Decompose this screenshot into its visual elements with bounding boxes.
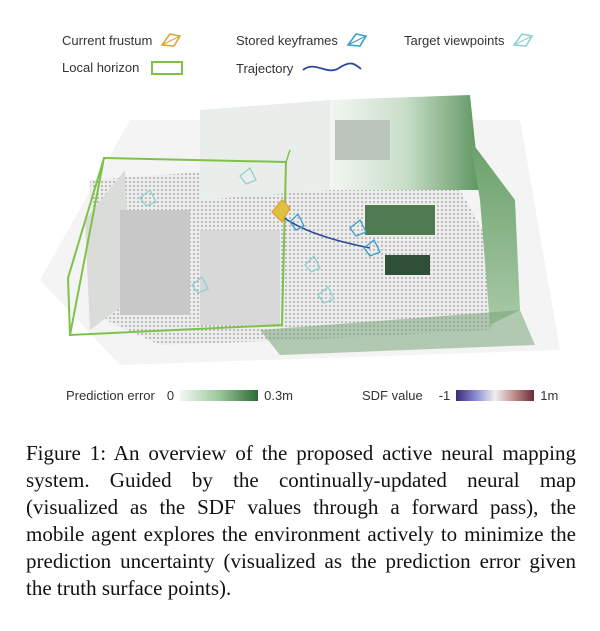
legend-trajectory-label: Trajectory <box>236 60 294 76</box>
legend-current-frustum <box>62 32 182 48</box>
sdf-value-max: 1m <box>540 388 559 403</box>
legend-current-frustum-label: Current frustum <box>62 32 153 48</box>
sdf-value-gradient <box>456 390 534 401</box>
cabinet <box>120 210 190 315</box>
sdf-value-label: SDF value <box>362 388 423 403</box>
frustum-icon <box>160 32 182 48</box>
back-wall-left <box>200 100 330 200</box>
legend-target-viewpoints <box>404 32 534 48</box>
legend-stored-keyframes-label: Stored keyframes <box>236 32 338 48</box>
legend-local-horizon-label: Local horizon <box>62 60 140 75</box>
target-viewpoint-icon <box>512 32 534 48</box>
prediction-error-min: 0 <box>166 388 175 403</box>
table <box>385 255 430 275</box>
bed <box>335 120 390 160</box>
keyframe-icon <box>346 32 368 48</box>
sdf-value-bar <box>362 388 558 403</box>
figure-caption: Figure 1: An overview of the proposed active neural mapping system. Guided by the continually-updated neural map (visualized as the SDF values through a forward pass), the mobile agent explores the environment actively to minimize the prediction uncertainty (visualized as the prediction error given the truth surface points). <box>26 441 576 600</box>
prediction-error-max: 0.3m <box>264 388 294 403</box>
legend-local-horizon <box>62 60 183 75</box>
legend-stored-keyframes <box>236 32 368 48</box>
horizon-box-icon <box>151 61 183 75</box>
kitchen-counter <box>200 230 280 325</box>
legend-target-viewpoints-label: Target viewpoints <box>404 32 505 48</box>
trajectory-line-icon <box>301 60 363 76</box>
sofa <box>365 205 435 235</box>
legend-trajectory <box>236 60 363 76</box>
sdf-value-min: -1 <box>438 388 451 403</box>
prediction-error-gradient <box>180 390 258 401</box>
prediction-error-bar <box>66 388 293 403</box>
scene-reconstruction <box>0 80 600 380</box>
prediction-error-label: Prediction error <box>66 388 155 403</box>
